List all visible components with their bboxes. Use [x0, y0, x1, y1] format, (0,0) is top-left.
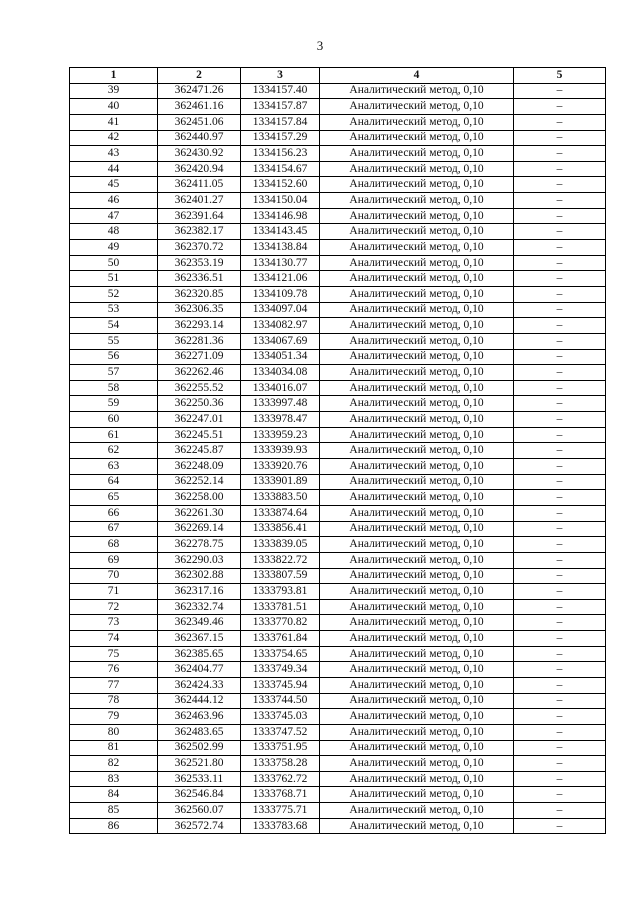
- table-cell: 51: [70, 271, 158, 287]
- table-cell: Аналитический метод, 0,10: [320, 474, 514, 490]
- table-cell: 66: [70, 505, 158, 521]
- table-cell: 1333883.50: [241, 490, 320, 506]
- table-cell: 1333745.03: [241, 709, 320, 725]
- table-cell: 1334150.04: [241, 193, 320, 209]
- table-row: [70, 333, 606, 349]
- table-cell: 362336.51: [158, 271, 241, 287]
- table-row: [70, 193, 606, 209]
- table-cell: 1334097.04: [241, 302, 320, 318]
- table-cell: 362278.75: [158, 537, 241, 553]
- table-cell: 47: [70, 208, 158, 224]
- table-cell: 362411.05: [158, 177, 241, 193]
- table-cell: –: [514, 365, 606, 381]
- table-cell: Аналитический метод, 0,10: [320, 271, 514, 287]
- table-cell: 53: [70, 302, 158, 318]
- table-cell: 77: [70, 677, 158, 693]
- table-cell: Аналитический метод, 0,10: [320, 412, 514, 428]
- table-cell: –: [514, 83, 606, 99]
- table-cell: Аналитический метод, 0,10: [320, 646, 514, 662]
- table-cell: –: [514, 662, 606, 678]
- table-cell: 362320.85: [158, 286, 241, 302]
- column-header: 2: [158, 68, 241, 84]
- table-cell: 59: [70, 396, 158, 412]
- table-cell: –: [514, 286, 606, 302]
- table-cell: 1334082.97: [241, 318, 320, 334]
- table-row: [70, 677, 606, 693]
- table-row: [70, 662, 606, 678]
- table-cell: 362293.14: [158, 318, 241, 334]
- table-cell: 1333762.72: [241, 771, 320, 787]
- table-cell: Аналитический метод, 0,10: [320, 599, 514, 615]
- table-cell: 1334067.69: [241, 333, 320, 349]
- table-cell: 362367.15: [158, 631, 241, 647]
- table-cell: 67: [70, 521, 158, 537]
- table-cell: Аналитический метод, 0,10: [320, 521, 514, 537]
- table-cell: 62: [70, 443, 158, 459]
- table-cell: 1334152.60: [241, 177, 320, 193]
- table-row: [70, 787, 606, 803]
- table-cell: 362572.74: [158, 818, 241, 834]
- table-body: [70, 83, 606, 834]
- table-cell: –: [514, 677, 606, 693]
- table-cell: 1333856.41: [241, 521, 320, 537]
- table-cell: 1333959.23: [241, 427, 320, 443]
- table-cell: 1333754.65: [241, 646, 320, 662]
- table-cell: 362483.65: [158, 724, 241, 740]
- table-cell: 1333978.47: [241, 412, 320, 428]
- table-row: [70, 365, 606, 381]
- table-cell: 1334138.84: [241, 240, 320, 256]
- table-row: [70, 349, 606, 365]
- table-cell: –: [514, 177, 606, 193]
- table-row: [70, 505, 606, 521]
- table-cell: 362262.46: [158, 365, 241, 381]
- column-header: 5: [514, 68, 606, 84]
- table-cell: Аналитический метод, 0,10: [320, 224, 514, 240]
- table-cell: –: [514, 521, 606, 537]
- table-row: [70, 803, 606, 819]
- table-cell: 1334157.29: [241, 130, 320, 146]
- table-cell: 362255.52: [158, 380, 241, 396]
- table-row: [70, 161, 606, 177]
- table-cell: 362404.77: [158, 662, 241, 678]
- table-row: [70, 396, 606, 412]
- table-row: [70, 240, 606, 256]
- table-row: [70, 427, 606, 443]
- table-cell: –: [514, 615, 606, 631]
- table-cell: Аналитический метод, 0,10: [320, 568, 514, 584]
- table-cell: –: [514, 459, 606, 475]
- table-row: [70, 255, 606, 271]
- table-cell: 58: [70, 380, 158, 396]
- table-cell: 61: [70, 427, 158, 443]
- table-cell: 1333758.28: [241, 756, 320, 772]
- table-cell: 79: [70, 709, 158, 725]
- table-row: [70, 756, 606, 772]
- table-cell: 65: [70, 490, 158, 506]
- table-cell: –: [514, 474, 606, 490]
- table-cell: 362370.72: [158, 240, 241, 256]
- table-cell: 362424.33: [158, 677, 241, 693]
- table-cell: Аналитический метод, 0,10: [320, 177, 514, 193]
- table-cell: –: [514, 505, 606, 521]
- table-cell: 1334146.98: [241, 208, 320, 224]
- table-cell: –: [514, 818, 606, 834]
- page-number: 3: [316, 38, 324, 53]
- table-cell: –: [514, 255, 606, 271]
- table-cell: Аналитический метод, 0,10: [320, 552, 514, 568]
- table-cell: 1333783.68: [241, 818, 320, 834]
- table-cell: –: [514, 318, 606, 334]
- table-cell: –: [514, 349, 606, 365]
- table-cell: 42: [70, 130, 158, 146]
- table-cell: 1333901.89: [241, 474, 320, 490]
- table-cell: 84: [70, 787, 158, 803]
- table-row: [70, 146, 606, 162]
- table-cell: Аналитический метод, 0,10: [320, 240, 514, 256]
- table-row: [70, 631, 606, 647]
- table-cell: –: [514, 412, 606, 428]
- table-cell: 362245.87: [158, 443, 241, 459]
- table-cell: 1334157.87: [241, 99, 320, 115]
- table-cell: –: [514, 693, 606, 709]
- table-row: [70, 771, 606, 787]
- table-cell: 362471.26: [158, 83, 241, 99]
- table-cell: Аналитический метод, 0,10: [320, 771, 514, 787]
- table-cell: –: [514, 787, 606, 803]
- table-cell: 1333751.95: [241, 740, 320, 756]
- table-cell: Аналитический метод, 0,10: [320, 709, 514, 725]
- table-cell: 362281.36: [158, 333, 241, 349]
- table-cell: 75: [70, 646, 158, 662]
- table-cell: –: [514, 756, 606, 772]
- table-row: [70, 380, 606, 396]
- table-cell: Аналитический метод, 0,10: [320, 365, 514, 381]
- table-cell: Аналитический метод, 0,10: [320, 818, 514, 834]
- column-header: 4: [320, 68, 514, 84]
- table-row: [70, 709, 606, 725]
- table-cell: 362440.97: [158, 130, 241, 146]
- table-row: [70, 552, 606, 568]
- table-cell: –: [514, 380, 606, 396]
- table-cell: –: [514, 803, 606, 819]
- table-cell: Аналитический метод, 0,10: [320, 537, 514, 553]
- table-cell: 362258.00: [158, 490, 241, 506]
- table-cell: –: [514, 740, 606, 756]
- table-row: [70, 646, 606, 662]
- table-cell: 1334121.06: [241, 271, 320, 287]
- table-cell: 54: [70, 318, 158, 334]
- table-cell: 63: [70, 459, 158, 475]
- table-row: [70, 443, 606, 459]
- table-cell: 362430.92: [158, 146, 241, 162]
- table-cell: 362261.30: [158, 505, 241, 521]
- table-cell: Аналитический метод, 0,10: [320, 349, 514, 365]
- table-row: [70, 693, 606, 709]
- table-cell: 362349.46: [158, 615, 241, 631]
- table-cell: Аналитический метод, 0,10: [320, 662, 514, 678]
- table-row: [70, 99, 606, 115]
- table-row: [70, 83, 606, 99]
- table-cell: –: [514, 599, 606, 615]
- table-cell: –: [514, 771, 606, 787]
- table-cell: –: [514, 114, 606, 130]
- table-cell: 362382.17: [158, 224, 241, 240]
- table-cell: Аналитический метод, 0,10: [320, 114, 514, 130]
- table-row: [70, 114, 606, 130]
- table-cell: 362306.35: [158, 302, 241, 318]
- table-row: [70, 412, 606, 428]
- table-cell: 1333775.71: [241, 803, 320, 819]
- table-cell: 78: [70, 693, 158, 709]
- table-row: [70, 599, 606, 615]
- table-row: [70, 177, 606, 193]
- table-cell: Аналитический метод, 0,10: [320, 318, 514, 334]
- table-cell: 55: [70, 333, 158, 349]
- table-cell: –: [514, 146, 606, 162]
- table-cell: 362391.64: [158, 208, 241, 224]
- table-cell: Аналитический метод, 0,10: [320, 83, 514, 99]
- table-cell: 72: [70, 599, 158, 615]
- table-cell: 1333997.48: [241, 396, 320, 412]
- table-cell: 362546.84: [158, 787, 241, 803]
- table-cell: 362451.06: [158, 114, 241, 130]
- table-cell: 1334143.45: [241, 224, 320, 240]
- table-cell: 56: [70, 349, 158, 365]
- table-cell: 60: [70, 412, 158, 428]
- table-cell: 1333749.34: [241, 662, 320, 678]
- table-cell: 70: [70, 568, 158, 584]
- table-cell: 50: [70, 255, 158, 271]
- table-cell: 362302.88: [158, 568, 241, 584]
- table-cell: 362385.65: [158, 646, 241, 662]
- table-cell: Аналитический метод, 0,10: [320, 130, 514, 146]
- table-cell: –: [514, 537, 606, 553]
- table-row: [70, 459, 606, 475]
- table-row: [70, 490, 606, 506]
- table-cell: 48: [70, 224, 158, 240]
- table-cell: Аналитический метод, 0,10: [320, 333, 514, 349]
- table-cell: 362252.14: [158, 474, 241, 490]
- table-cell: –: [514, 396, 606, 412]
- table-row: [70, 302, 606, 318]
- table-cell: 1333745.94: [241, 677, 320, 693]
- table-cell: Аналитический метод, 0,10: [320, 740, 514, 756]
- table-cell: 49: [70, 240, 158, 256]
- table-cell: –: [514, 568, 606, 584]
- table-cell: Аналитический метод, 0,10: [320, 146, 514, 162]
- table-cell: Аналитический метод, 0,10: [320, 693, 514, 709]
- table-row: [70, 537, 606, 553]
- table-row: [70, 568, 606, 584]
- table-cell: –: [514, 99, 606, 115]
- table-cell: –: [514, 240, 606, 256]
- table-cell: 362290.03: [158, 552, 241, 568]
- table-cell: 1333874.64: [241, 505, 320, 521]
- table-row: [70, 224, 606, 240]
- table-cell: 362521.80: [158, 756, 241, 772]
- table-cell: 1333793.81: [241, 584, 320, 600]
- table-cell: Аналитический метод, 0,10: [320, 787, 514, 803]
- table-cell: 1333744.50: [241, 693, 320, 709]
- table-cell: –: [514, 224, 606, 240]
- table-cell: 41: [70, 114, 158, 130]
- table-cell: –: [514, 161, 606, 177]
- table-cell: 1334157.40: [241, 83, 320, 99]
- table-cell: 362269.14: [158, 521, 241, 537]
- table-cell: 362353.19: [158, 255, 241, 271]
- table-cell: 71: [70, 584, 158, 600]
- table-cell: 83: [70, 771, 158, 787]
- table-cell: 43: [70, 146, 158, 162]
- table-cell: 1334051.34: [241, 349, 320, 365]
- table-cell: 80: [70, 724, 158, 740]
- table-cell: 85: [70, 803, 158, 819]
- table-cell: Аналитический метод, 0,10: [320, 803, 514, 819]
- table-cell: –: [514, 208, 606, 224]
- table-cell: 1334016.07: [241, 380, 320, 396]
- column-header: 1: [70, 68, 158, 84]
- table-row: [70, 474, 606, 490]
- table-cell: 362332.74: [158, 599, 241, 615]
- table-cell: Аналитический метод, 0,10: [320, 396, 514, 412]
- table-cell: –: [514, 724, 606, 740]
- table-cell: –: [514, 584, 606, 600]
- table-cell: Аналитический метод, 0,10: [320, 631, 514, 647]
- table-row: [70, 521, 606, 537]
- table-cell: 1334157.84: [241, 114, 320, 130]
- table-cell: –: [514, 709, 606, 725]
- table-cell: 362463.96: [158, 709, 241, 725]
- table-cell: 362461.16: [158, 99, 241, 115]
- table-row: [70, 208, 606, 224]
- table-cell: 362401.27: [158, 193, 241, 209]
- table-cell: 46: [70, 193, 158, 209]
- table-cell: 73: [70, 615, 158, 631]
- table-cell: –: [514, 646, 606, 662]
- table-cell: Аналитический метод, 0,10: [320, 615, 514, 631]
- table-cell: Аналитический метод, 0,10: [320, 286, 514, 302]
- table-cell: Аналитический метод, 0,10: [320, 99, 514, 115]
- table-cell: Аналитический метод, 0,10: [320, 677, 514, 693]
- table-cell: 1333839.05: [241, 537, 320, 553]
- table-cell: –: [514, 427, 606, 443]
- table-cell: 69: [70, 552, 158, 568]
- table-cell: 362560.07: [158, 803, 241, 819]
- table-row: [70, 584, 606, 600]
- table-cell: 1334109.78: [241, 286, 320, 302]
- table-cell: Аналитический метод, 0,10: [320, 756, 514, 772]
- table-cell: –: [514, 490, 606, 506]
- table-cell: Аналитический метод, 0,10: [320, 380, 514, 396]
- table-cell: Аналитический метод, 0,10: [320, 490, 514, 506]
- table-cell: –: [514, 443, 606, 459]
- table-cell: 45: [70, 177, 158, 193]
- table-cell: 57: [70, 365, 158, 381]
- table-cell: 362250.36: [158, 396, 241, 412]
- table-cell: 1333807.59: [241, 568, 320, 584]
- table-cell: Аналитический метод, 0,10: [320, 459, 514, 475]
- table-cell: 40: [70, 99, 158, 115]
- table-cell: 52: [70, 286, 158, 302]
- table-row: [70, 724, 606, 740]
- table-cell: 1333781.51: [241, 599, 320, 615]
- table-cell: 1333761.84: [241, 631, 320, 647]
- table-cell: Аналитический метод, 0,10: [320, 724, 514, 740]
- table-cell: 86: [70, 818, 158, 834]
- table-cell: 362271.09: [158, 349, 241, 365]
- table-cell: 362502.99: [158, 740, 241, 756]
- table-cell: 76: [70, 662, 158, 678]
- table-row: [70, 130, 606, 146]
- table-cell: 1333822.72: [241, 552, 320, 568]
- table-cell: 81: [70, 740, 158, 756]
- table-cell: 362248.09: [158, 459, 241, 475]
- table-cell: 1333768.71: [241, 787, 320, 803]
- table-row: [70, 818, 606, 834]
- table-cell: 1334034.08: [241, 365, 320, 381]
- table-cell: 1333920.76: [241, 459, 320, 475]
- table-cell: Аналитический метод, 0,10: [320, 427, 514, 443]
- table-row: [70, 318, 606, 334]
- table-cell: 82: [70, 756, 158, 772]
- table-header-row: [70, 68, 606, 84]
- table-cell: 1333770.82: [241, 615, 320, 631]
- table-cell: 39: [70, 83, 158, 99]
- table-cell: Аналитический метод, 0,10: [320, 505, 514, 521]
- table-cell: 1333939.93: [241, 443, 320, 459]
- table-cell: Аналитический метод, 0,10: [320, 193, 514, 209]
- table-cell: –: [514, 271, 606, 287]
- table-cell: 362533.11: [158, 771, 241, 787]
- table-cell: Аналитический метод, 0,10: [320, 302, 514, 318]
- table-cell: 64: [70, 474, 158, 490]
- coordinates-table: [69, 67, 606, 834]
- table-cell: 1334156.23: [241, 146, 320, 162]
- table-cell: Аналитический метод, 0,10: [320, 255, 514, 271]
- table-row: [70, 271, 606, 287]
- table-cell: –: [514, 302, 606, 318]
- table-cell: –: [514, 130, 606, 146]
- table-cell: 362444.12: [158, 693, 241, 709]
- table-cell: –: [514, 193, 606, 209]
- table-cell: 1333747.52: [241, 724, 320, 740]
- table-cell: 362420.94: [158, 161, 241, 177]
- table-cell: –: [514, 333, 606, 349]
- column-header: 3: [241, 68, 320, 84]
- table-cell: –: [514, 552, 606, 568]
- table-cell: 362245.51: [158, 427, 241, 443]
- table-row: [70, 286, 606, 302]
- table-cell: Аналитический метод, 0,10: [320, 208, 514, 224]
- table-row: [70, 740, 606, 756]
- table-cell: Аналитический метод, 0,10: [320, 161, 514, 177]
- table-cell: 74: [70, 631, 158, 647]
- table-cell: Аналитический метод, 0,10: [320, 443, 514, 459]
- table-cell: 44: [70, 161, 158, 177]
- table-cell: 68: [70, 537, 158, 553]
- table-cell: –: [514, 631, 606, 647]
- table-cell: Аналитический метод, 0,10: [320, 584, 514, 600]
- table-row: [70, 615, 606, 631]
- table-cell: 1334154.67: [241, 161, 320, 177]
- table-cell: 362317.16: [158, 584, 241, 600]
- table-cell: 1334130.77: [241, 255, 320, 271]
- table-cell: 362247.01: [158, 412, 241, 428]
